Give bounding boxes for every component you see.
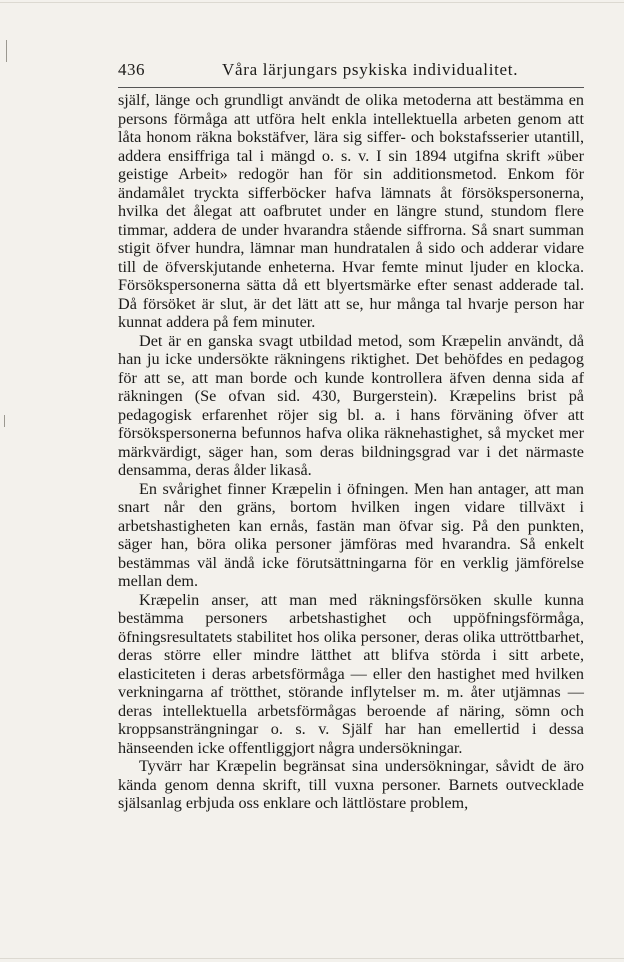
page-number: 436: [118, 60, 145, 79]
body-text: [118, 91, 584, 813]
paragraph: Tyvärr har Kræpelin begränsat sina undersökningar, såvidt de äro kända genom denna skrift, till vuxna personer. Barnets outvecklade själsanlag erbjuda oss enklare och lättlöstare problem,: [118, 757, 584, 812]
scan-edge-top: [0, 2, 624, 3]
header-rule: [118, 87, 584, 88]
scan-mark: [4, 415, 5, 427]
running-title: Våra lärjungars psykiska individualitet.: [222, 60, 519, 79]
paragraph: En svårighet finner Kræpelin i öfningen. Men han antager, att man snart når den gräns, bortom hvilken ingen vidare tillväxt i arbetshastigheten kan ernås, fastän man öfvar sig. På den punkten, säger han, böra olika personer jämföras med hvarandra. Så enkelt bestämmas väl ändå icke förutsättningarna för en verklig jämförelse mellan dem.: [118, 479, 584, 590]
scan-edge-bottom: [0, 958, 624, 959]
paragraph: själf, länge och grundligt användt de olika metoderna att bestämma en persons förmåga att utföra helt enkla intellektuella arbeten genom att låta honom räkna bokstäfver, lära sig siffer- och bokstafsserier utantill, addera ensiffriga tal i mängd o. s. v. I sin 1894 utgifna skrift »über geistige Arbeit» redogör han för sin additionsmetod. Enkom för ändamålet tryckta sifferböcker hafva lämnats åt försökspersonerna, hvilka det ålegat att oafbrutet under en längre stund, stundom flere timmar, addera de under hvarandra stående siffrorna. Så snart summan stigit öfver hundra, lämnar man hundratalen å sido och adderar vidare till de öfverskjutande enheterna. Hvar femte minut ljuder en klocka. Försökspersonerna sätta då ett blyertsmärke efter senast adderade tal. Då försöket är slut, är det lätt att se, hur många tal hvarje person har kunnat addera på fem minuter.: [118, 91, 584, 331]
paragraph: Det är en ganska svagt utbildad metod, som Kræpelin användt, då han ju icke undersökte räkningens riktighet. Det behöfdes en pedagog för att se, att man borde och kunde kontrollera äfven denna sida af räkningen (Se ofvan sid. 430, Burgerstein). Kræpelins brist på pedagogisk erfarenhet röjer sig bl. a. i hans förväning öfver att försökspersonerna befunnos hafva olika räknehastighet, så mycket mer märkvärdigt, säger han, som deras bildningsgrad var i det närmaste densamma, deras ålder likaså.: [118, 331, 584, 479]
scan-mark: [6, 40, 7, 62]
paragraph: Kræpelin anser, att man med räkningsförsöken skulle kunna bestämma personers arbetshastighet och uppöfningsförmåga, öfningsresultatets stabilitet hos olika personer, deras olika uttröttbarhet, deras större eller mindre lätthet att blifva störda i sitt arbete, elasticiteten i deras arbetsförmåga — eller den hastighet med hvilken verkningarna af trötthet, störande inflytelser m. m. åter utjämnas — deras intellektuella arbetsförmågas beroende af näring, sömn och kroppsansträngningar o. s. v. Själf har han emellertid i dessa hänseenden icke offentliggjort några undersökningar.: [118, 590, 584, 757]
page-header: [118, 60, 584, 82]
